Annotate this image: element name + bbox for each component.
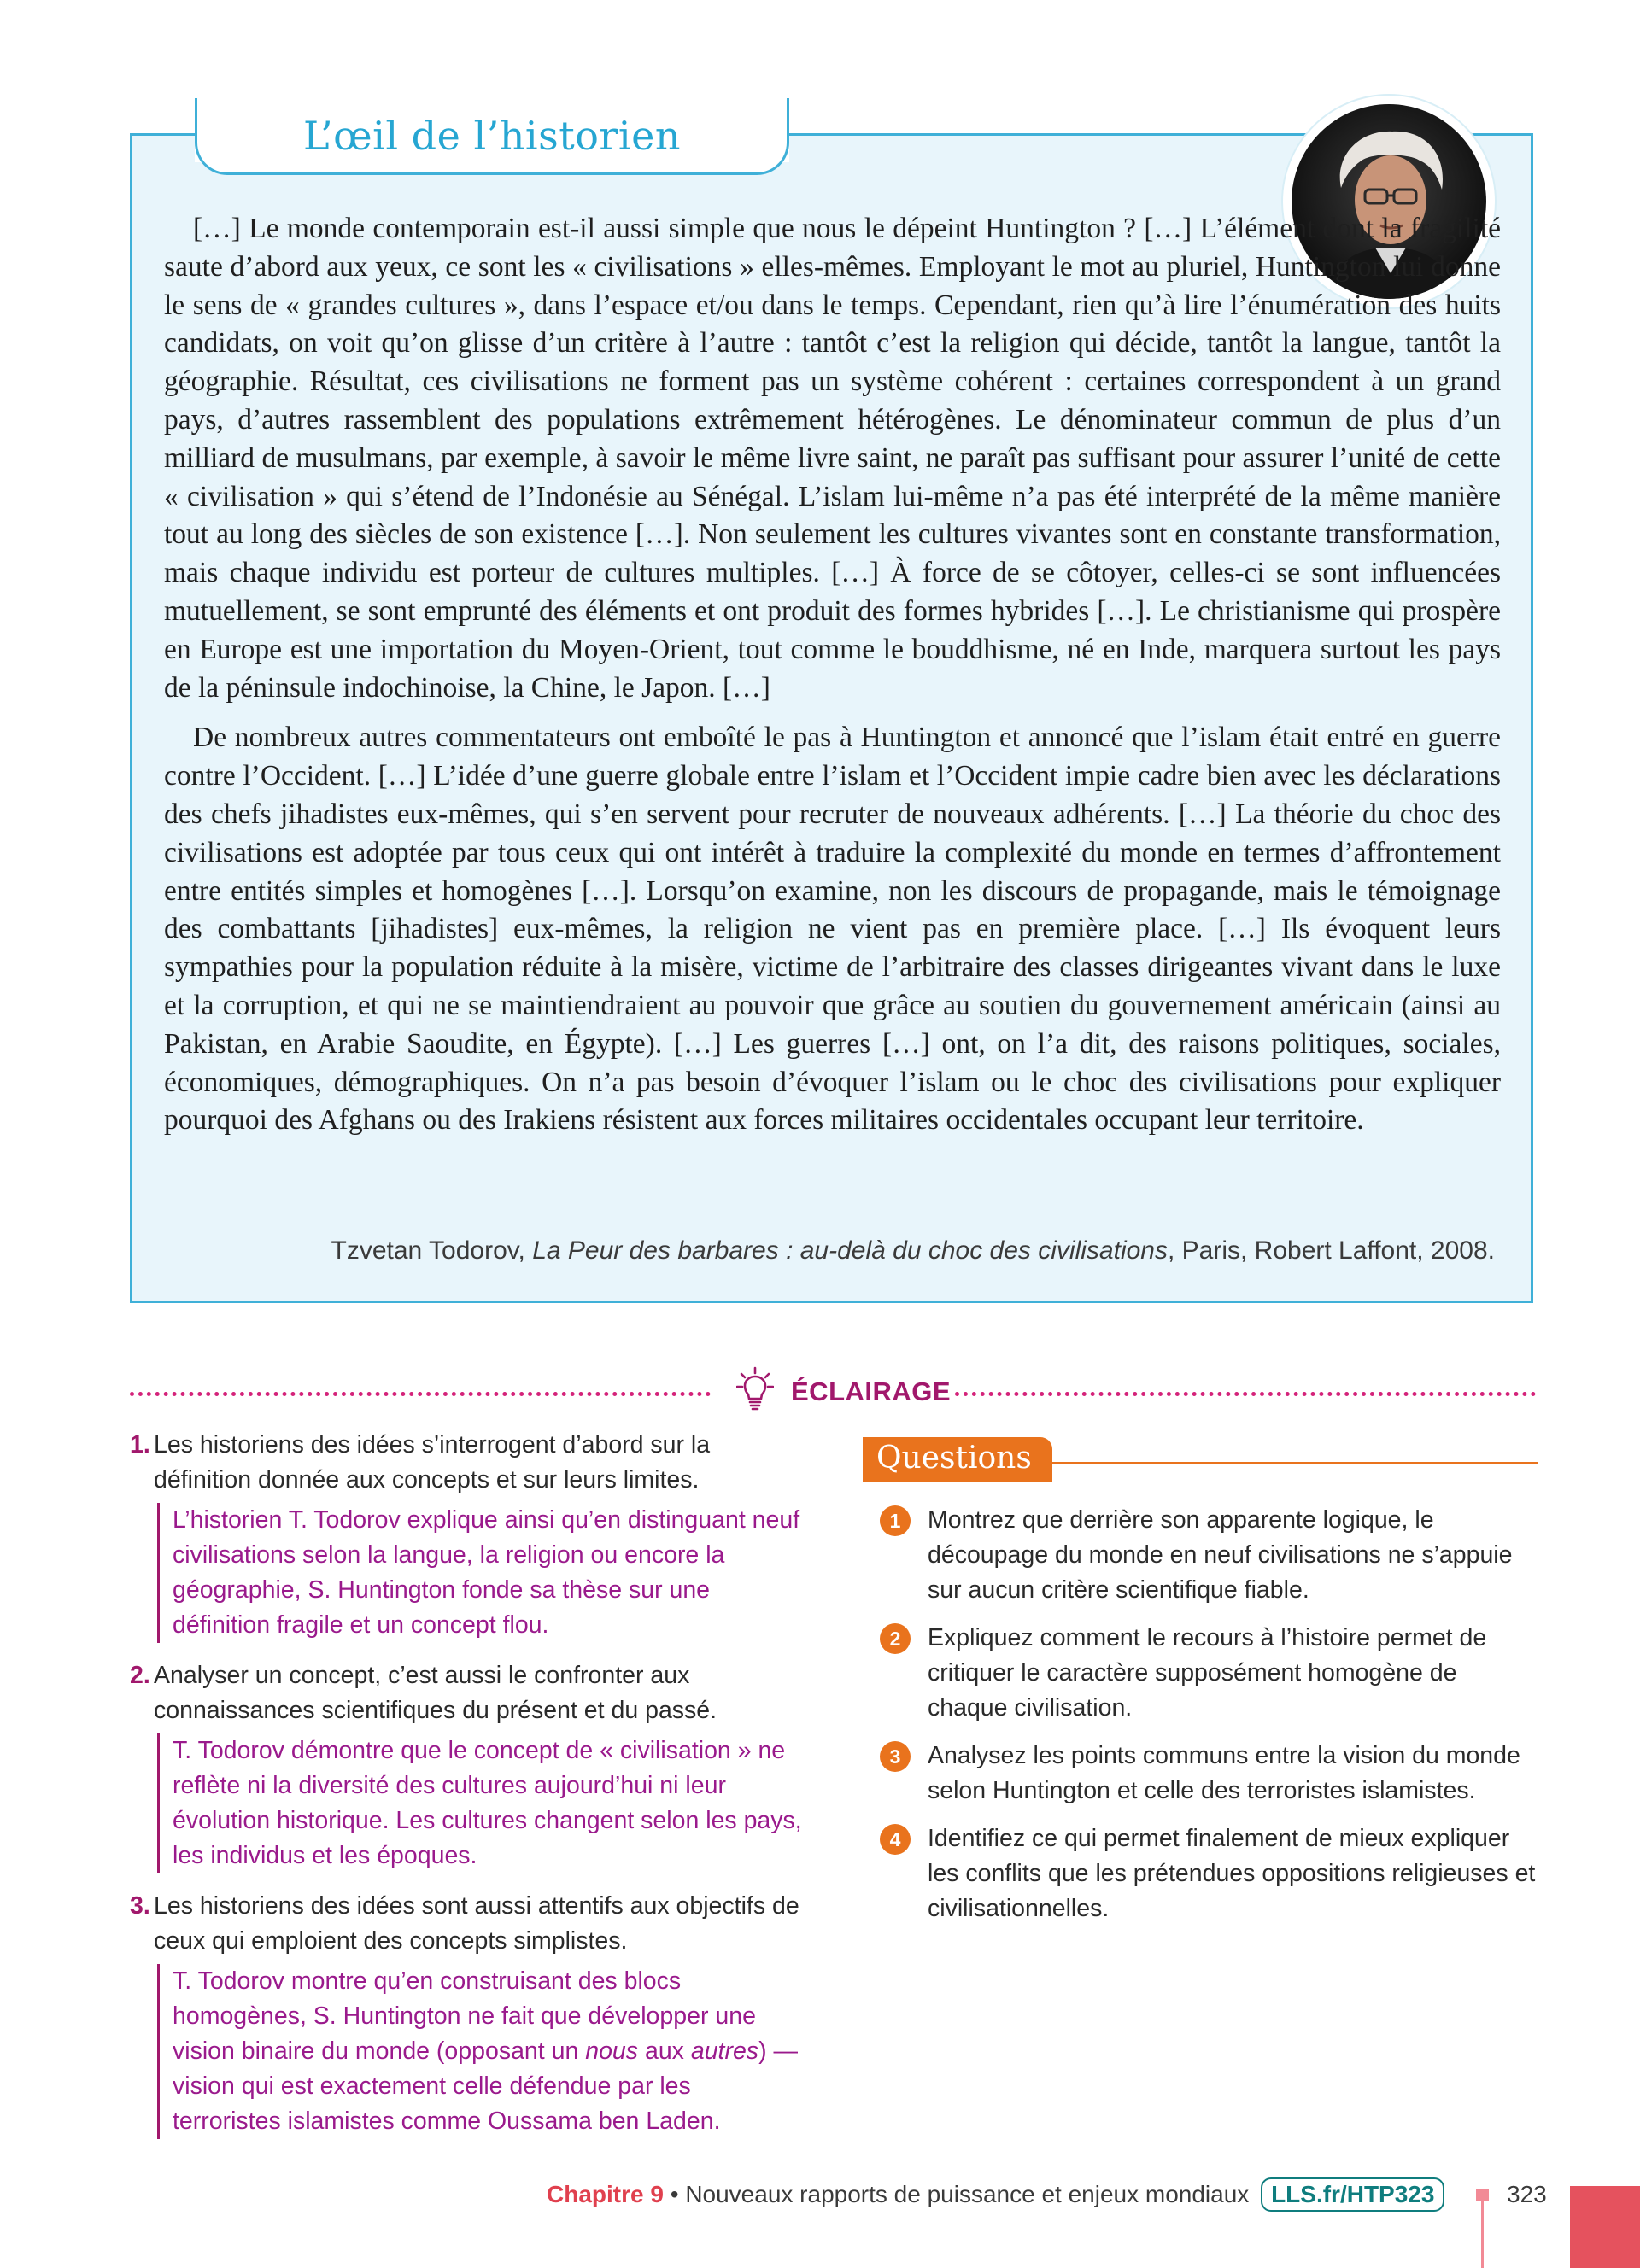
question-text: Montrez que derrière son apparente logique, le découpage du monde en neuf civilisations ne s’appuie sur aucun critère scientifique fiable. [928,1506,1513,1604]
resource-link[interactable]: LLS.fr/HTP323 [1261,2177,1444,2212]
item-text: Les historiens des idées sont aussi attentifs aux objectifs de ceux qui emploient des concepts simplistes. [154,1892,800,1955]
question-item-4 [880,1821,1538,1926]
item-text: Les historiens des idées s’interrogent d’abord sur la définition donnée aux concepts et sur leurs limites. [154,1431,711,1493]
historian-tab [195,98,789,175]
dotted-divider-right [955,1392,1536,1400]
eclairage-item-3 [130,1889,805,2139]
question-number-badge: 4 [880,1824,911,1855]
page-number: 323 [1507,2181,1547,2207]
eclairage-list [130,1428,805,2154]
questions-title: Questions [876,1441,1032,1476]
questions-list [880,1503,1538,1939]
eclairage-item-1 [130,1428,805,1643]
chapter-label: Chapitre 9 [547,2181,664,2207]
source-author: Tzvetan Todorov, [331,1236,533,1265]
lightbulb-icon [736,1366,774,1411]
item-note: L’historien T. Todorov explique ainsi qu’en distinguant neuf civilisations selon la langue, la religion ou encore la géographie, S. Huntington fonde sa thèse sur une définition fragile et un concept flou. [157,1503,805,1643]
footer-separator: • [663,2181,686,2207]
chapter-title: Nouveaux rapports de puissance et enjeux mondiaux [685,2181,1250,2207]
question-number-badge: 1 [880,1505,911,1536]
item-number: 1. [130,1431,150,1458]
questions-header [863,1437,1538,1482]
item-note: T. Todorov démontre que le concept de « civilisation » ne reflète ni la diversité des cultures aujourd’hui ni leur évolution historique. Les cultures changent selon les pays, les individus et les époques. [157,1733,805,1873]
item-number: 3. [130,1892,150,1920]
quote-paragraph-1: […] Le monde contemporain est-il aussi simple que nous le dépeint Huntington ? […] L’élément dont la fragilité saute d’abord aux yeux, ce sont les « civilisations » elles-mêmes. Employant le mot au pluriel, Huntington lui donne le sens de « grandes cultures », dans l’espace et/ou dans le temps. Cependant, rien qu’à lire l’énumération des huits candidats, on voit qu’on glisse d’un critère à l’autre : tantôt c’est la religion qui décide, tantôt la langue, tantôt la géographie. Résultat, ces civilisations ne forment pas un système cohérent : certaines correspondent à un grand pays, d’autres rassemblent des populations extrêmement hétérogènes. Le dénominateur commun de plus d’un milliard de musulmans, par exemple, à savoir le même livre saint, ne paraît pas suffisant pour assurer l’unité de cette « civilisation » qui s’étend de l’Indonésie au Sénégal. L’islam lui-même n’a pas été interprété de la même manière tout au long des siècles de son existence […]. Non seulement les cultures vivantes sont en constante transformation, mais chaque individu est porteur de cultures multiples. […] À force de se côtoyer, celles-ci se sont influencées mutuellement, se sont emprunté des éléments et ont produit des formes hybrides […]. Le christianisme qui prospère en Europe est une importation du Moyen-Orient, tout comme le bouddhisme, né en Inde, marquera surtout les pays de la péninsule indochinoise, la Chine, le Japon. […] [164,213,1501,704]
box-title: L’œil de l’historien [303,112,681,159]
item-note [157,1964,805,2139]
eclairage-label: ÉCLAIRAGE [791,1377,952,1406]
item-number: 2. [130,1662,150,1689]
question-item-2 [880,1621,1538,1726]
eclairage-item-2 [130,1658,805,1873]
question-item-3 [880,1739,1538,1809]
note-part-b: aux [638,2037,691,2065]
item-text: Analyser un concept, c’est aussi le confronter aux connaissances scientifiques du présent et du passé. [154,1662,718,1724]
quote-source [331,1236,1495,1266]
question-text: Expliquez comment le recours à l’histoire permet de critiquer le caractère supposément homogène de chaque civilisation. [928,1624,1487,1721]
note-part-c: ) — vision qui est exactement celle défendue par les terroristes islamistes comme Oussama ben Laden. [173,2037,798,2135]
question-number-badge: 3 [880,1741,911,1772]
quote-paragraph-2: De nombreux autres commentateurs ont emboîté le pas à Huntington et annoncé que l’islam était entré en guerre contre l’Occident. […] L’idée d’une guerre globale entre l’islam et l’Occident impie cadre bien avec les déclarations des chefs jihadistes eux-mêmes, qui s’en servent pour recruter de nouveaux adhérents. […] La théorie du choc des civilisations est adoptée par tous ceux qui ont intérêt à traduire la complexité du monde en termes d’affrontement entre entités simples et homogènes […]. Lorsqu’on examine, non les discours de propagande, mais le témoignage des combattants [jihadistes] eux-mêmes, la religion ne vient pas en première place. […] Ils évoquent leurs sympathies pour la population réduite à la misère, victime de l’arbitraire des classes dirigeantes vivant dans le luxe et la corruption, et qui ne se maintiendraient au pouvoir que grâce au soutien du gouvernement américain (ainsi au Pakistan, en Arabie Saoudite, en Égypte). […] Les guerres […] ont, on l’a dit, des raisons politiques, sociales, économiques, démographiques. On n’a pas besoin d’évoquer l’islam ou le choc des civilisations pour expliquer pourquoi des Afghans ou des Irakiens résistent aux forces militaires occidentales occupant leur territoire. [164,722,1501,1137]
note-autres: autres [690,2037,759,2065]
historian-quote [164,210,1501,1152]
question-item-1 [880,1503,1538,1608]
dotted-divider-left [130,1392,711,1400]
question-text: Identifiez ce qui permet finalement de mieux expliquer les conflits que les prétendues oppositions religieuses et civilisationnelles. [928,1825,1536,1922]
source-publisher: , Paris, Robert Laffont, 2008. [1167,1236,1495,1265]
question-number-badge: 2 [880,1623,911,1654]
page-footer [547,2177,1555,2215]
questions-rule [1052,1462,1538,1464]
question-text: Analysez les points communs entre la vision du monde selon Huntington et celle des terroristes islamistes. [928,1742,1520,1804]
page-marker [1476,2189,1489,2201]
source-title: La Peur des barbares : au-delà du choc des civilisations [532,1236,1168,1265]
corner-tab [1570,2186,1640,2268]
page-marker-line [1481,2201,1484,2268]
note-nous: nous [585,2037,639,2065]
note-part-a: T. Todorov montre qu’en construisant des blocs homogènes, S. Huntington ne fait que développer une vision binaire du monde (opposant un [173,1967,756,2065]
